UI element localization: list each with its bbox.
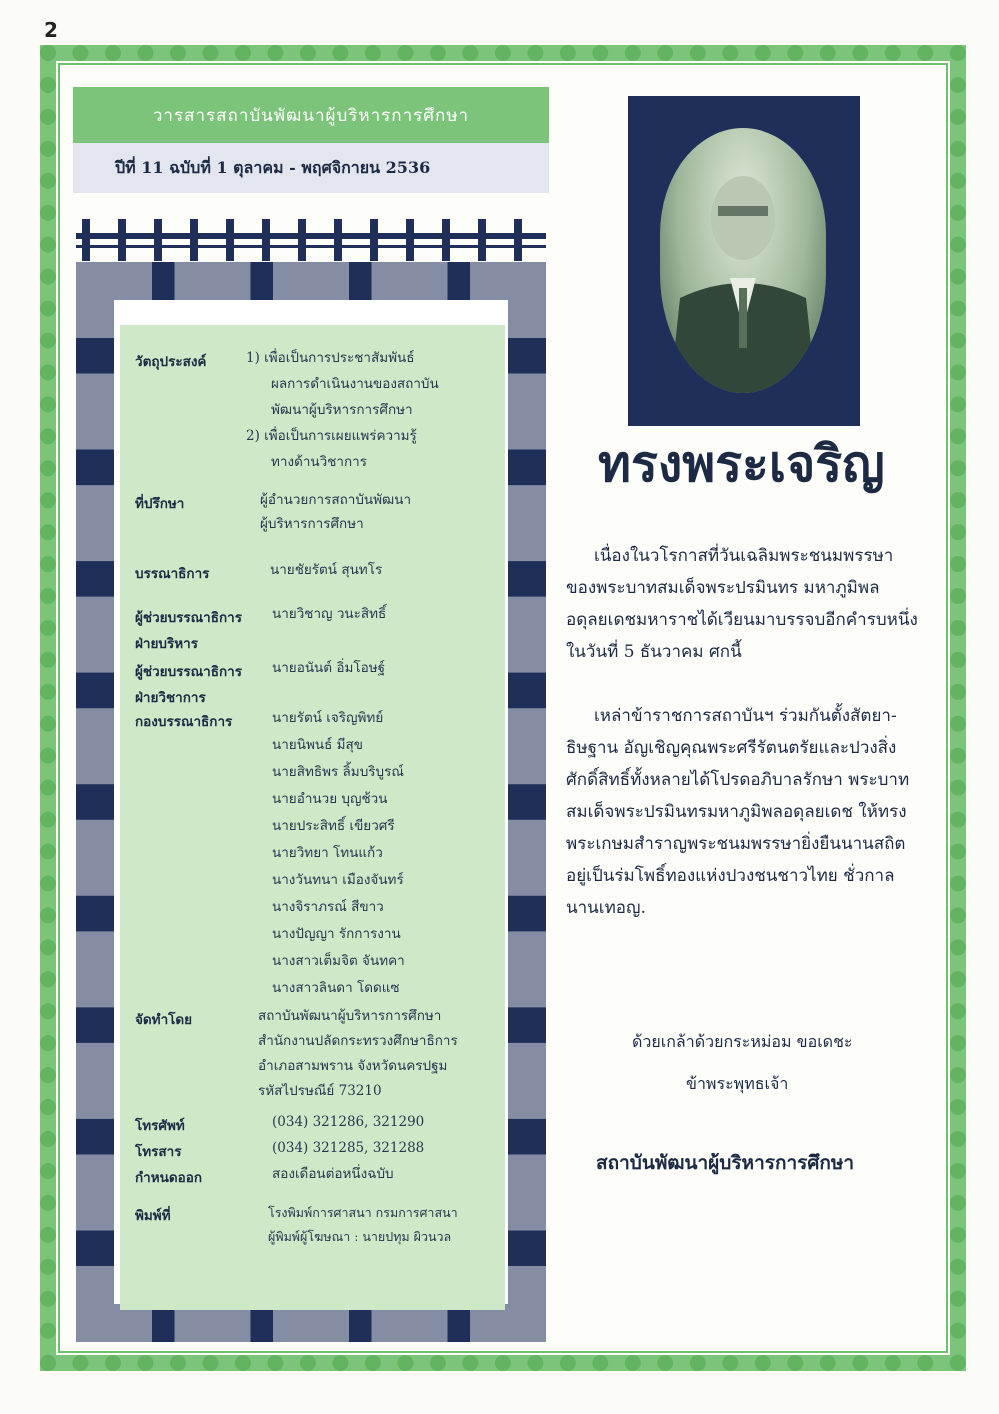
board-member: นายนิพนธ์ มีสุข (272, 737, 363, 753)
closing-salutation: ด้วยเกล้าด้วยกระหม่อม ขอเดชะ (632, 1032, 853, 1051)
printer-line: โรงพิมพ์การศาสนา กรมการศาสนา (268, 1205, 458, 1220)
asst-admin-label: ผู้ช่วยบรรณาธิการ (135, 610, 242, 626)
editor-label: บรรณาธิการ (135, 566, 210, 582)
producer-line: อำเภอสามพราน จังหวัดนครปฐม (258, 1058, 448, 1074)
objective-line: ทางด้านวิชาการ (271, 454, 367, 470)
objective-line: 1) เพื่อเป็นการประชาสัมพันธ์ (246, 350, 415, 366)
fax-label: โทรสาร (135, 1144, 182, 1160)
phone-label: โทรศัพท์ (135, 1118, 185, 1134)
objective-line: ผลการดำเนินงานของสถาบัน (271, 376, 439, 392)
board-member: นางปัญญา รักการงาน (272, 926, 401, 942)
tribute-line: พระเกษมสำราญพระชนมพรรษายิ่งยืนนานสถิต (566, 834, 906, 854)
portrait-photo (660, 128, 826, 393)
board-member: นายประสิทธิ์ เขียวศรี (272, 818, 395, 834)
objective-label: วัตถุประสงค์ (135, 354, 207, 370)
tribute-line: สมเด็จพระปรมินทรมหาภูมิพลอดุลยเดช ให้ทรง (566, 802, 907, 822)
advisor-line: ผู้อำนวยการสถาบันพัฒนา (260, 492, 412, 508)
board-member: นางจิราภรณ์ สีขาว (272, 899, 384, 915)
tribute-line: เนื่องในวโรกาสที่วันเฉลิมพระชนมพรรษา (594, 546, 894, 566)
board-member: นางสาวเต็มจิต จันทคา (272, 953, 405, 969)
editor-name: นายชัยรัตน์ สุนทโร (270, 562, 383, 578)
board-member: นายรัตน์ เจริญพิทย์ (272, 710, 384, 726)
issue-line: ปีที่ 11 ฉบับที่ 1 ตุลาคม - พฤศจิกายน 2536 (73, 143, 549, 193)
printer-line: ผู้พิมพ์ผู้โฆษณา : นายปทุม ผิวนวล (268, 1229, 452, 1244)
journal-name-banner: วารสารสถาบันพัฒนาผู้บริหารการศึกษา (73, 87, 549, 143)
ornamental-fence (76, 215, 546, 265)
tribute-line: เหล่าข้าราชการสถาบันฯ ร่วมกันตั้งสัตยา- (594, 706, 897, 726)
phone-value: (034) 321286, 321290 (272, 1114, 425, 1130)
signing-organization: สถาบันพัฒนาผู้บริหารการศึกษา (596, 1152, 855, 1174)
page-number: 2 (44, 18, 58, 42)
board-member: นายสิทธิพร ลิ้มบริบูรณ์ (272, 764, 404, 780)
schedule-label: กำหนดออก (135, 1170, 203, 1186)
tribute-title: ทรงพระเจริญ (598, 434, 885, 493)
objective-line: 2) เพื่อเป็นการเผยแพร่ความรู้ (246, 428, 417, 444)
asst-admin-label-2: ฝ่ายบริหาร (135, 636, 198, 652)
asst-acad-name: นายอนันต์ อิ่มโอษฐ์ (272, 660, 386, 676)
board-member: นายวิทยา โทนแก้ว (272, 845, 383, 861)
board-member: นางวันทนา เมืองจันทร์ (272, 872, 404, 888)
tribute-line: ศักดิ์สิทธิ์ทั้งหลายได้โปรดอภิบาลรักษา พระบาท (566, 770, 910, 790)
tribute-line: อดุลยเดชมหาราชได้เวียนมาบรรจบอีกคำรบหนึ่ง (566, 610, 918, 630)
advisor-line: ผู้บริหารการศึกษา (260, 516, 364, 532)
tribute-line: ธิษฐาน อัญเชิญคุณพระศรีรัตนตรัยและปวงสิ่ง (566, 738, 897, 758)
producer-line: สำนักงานปลัดกระทรวงศึกษาธิการ (258, 1033, 458, 1049)
fax-value: (034) 321285, 321288 (272, 1140, 425, 1156)
schedule-value: สองเดือนต่อหนึ่งฉบับ (272, 1166, 394, 1182)
board-member: นายอำนวย บุญช้วน (272, 791, 388, 807)
producer-line: รหัสไปรษณีย์ 73210 (258, 1083, 382, 1099)
asst-admin-name: นายวิชาญ วนะสิทธิ์ (272, 606, 387, 622)
asst-acad-label-2: ฝ่ายวิชาการ (135, 690, 206, 706)
producer-label: จัดทำโดย (135, 1012, 193, 1028)
asst-acad-label: ผู้ช่วยบรรณาธิการ (135, 664, 242, 680)
closing-servant: ข้าพระพุทธเจ้า (686, 1074, 789, 1093)
tribute-line: ในวันที่ 5 ธันวาคม ศกนี้ (566, 642, 742, 662)
board-member: นางสาวลินดา โดดแซ (272, 980, 400, 996)
advisor-label: ที่ปรึกษา (135, 496, 185, 512)
objective-line: พัฒนาผู้บริหารการศึกษา (271, 402, 413, 418)
tribute-line: อยู่เป็นร่มโพธิ์ทองแห่งปวงชนชาวไทย ชั่วกาล (566, 866, 895, 886)
board-label: กองบรรณาธิการ (135, 714, 233, 730)
producer-line: สถาบันพัฒนาผู้บริหารการศึกษา (258, 1008, 442, 1024)
tribute-line: นานเทอญ. (566, 898, 646, 918)
tribute-line: ของพระบาทสมเด็จพระปรมินทร มหาภูมิพล (566, 578, 880, 598)
printer-label: พิมพ์ที่ (135, 1208, 171, 1224)
